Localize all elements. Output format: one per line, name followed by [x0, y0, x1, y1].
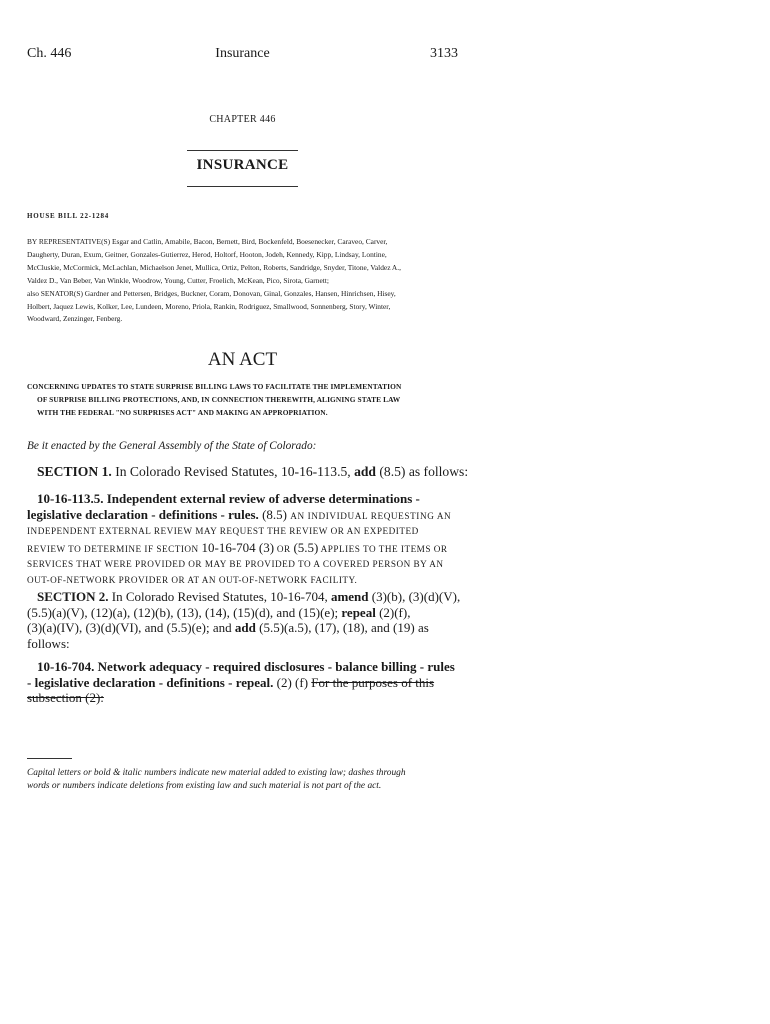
statute-2-heading: 10-16-704. Network adequacy - required disclosures - balance billing - rules — [37, 659, 455, 674]
chapter-title: CHAPTER 446 — [209, 114, 276, 125]
section-1-label: SECTION 1. — [37, 464, 112, 479]
sponsor-line: Daugherty, Duran, Exum, Geitner, Gonzales-Gutierrez, Herod, Holtorf, Hooton, Jodeh, Kennedy, Kipp, Lindsay, Lontine, — [27, 249, 387, 259]
page-number: 3133 — [430, 46, 458, 61]
statute-1-citation: (5.5) — [293, 539, 319, 555]
statute-1-citation: 10-16-704 (3) — [201, 539, 275, 555]
statute-1-new-text: OR — [274, 543, 294, 554]
concerning-clause — [27, 380, 459, 419]
statute-1-new-text-line: OUT-OF-NETWORK PROVIDER OR AT AN OUT-OF-NETWORK FACILITY. — [27, 574, 358, 585]
section-2-text: In Colorado Revised Statutes, 10-16-704, — [108, 589, 331, 604]
statute-1-heading: 10-16-113.5. Independent external review of adverse determinations - — [37, 491, 420, 506]
concerning-line: CONCERNING UPDATES TO STATE SURPRISE BILLING LAWS TO FACILITATE THE IMPLEMENTATION — [27, 382, 402, 391]
section-2-amend-word: amend — [330, 589, 369, 604]
statute-1-heading-cont: legislative declaration - definitions - rules. — [27, 506, 259, 522]
footnote — [27, 767, 459, 793]
statute-2-deleted-text: For the purposes of this — [311, 674, 435, 690]
concerning-line: OF SURPRISE BILLING PROTECTIONS, AND, IN CONNECTION THEREWITH, ALIGNING STATE LAW — [37, 395, 401, 404]
footnote-line: Capital letters or bold & italic numbers indicate new material added to existing law; dashes through — [27, 768, 406, 778]
act-heading: AN ACT — [207, 349, 278, 370]
section-2-text: (3)(a)(IV), (3)(d)(VI), and (5.5)(e); and — [27, 620, 235, 635]
statute-1-new-text: AN INDIVIDUAL REQUESTING AN — [290, 510, 452, 521]
footnote-line: words or numbers indicate deletions from existing law and such material is not part of the act. — [27, 781, 382, 791]
section-2-add-word: add — [234, 620, 256, 635]
footnote-rule — [27, 758, 72, 759]
statute-1-subsection: (8.5) — [258, 506, 291, 522]
sponsor-line: Holbert, Jaquez Lewis, Kolker, Lee, Lundeen, Moreno, Priola, Rankin, Rodriguez, Smallwood, Sonnenberg, Story, Winter, — [27, 301, 391, 311]
statute-1-new-text-line: INDEPENDENT EXTERNAL REVIEW MAY REQUEST THE REVIEW OR AN EXPEDITED — [27, 526, 419, 536]
section-1-text-end: (8.5) as follows: — [375, 464, 469, 479]
title-rule-top — [187, 150, 298, 151]
statute-2-subsection: (2) (f) — [273, 674, 312, 690]
title-rule-bottom — [187, 186, 298, 187]
sponsor-line: McCluskie, McCormick, McLachlan, Michaelson Jenet, Mullica, Ortiz, Pelton, Roberts, Sandridge, Snyder, Titone, Valdez A., — [27, 262, 401, 272]
section-2-text: follows: — [27, 635, 70, 651]
document-title: INSURANCE — [196, 157, 289, 173]
running-header-subject: Insurance — [215, 46, 270, 61]
statute-1-new-text: APPLIES TO THE ITEMS OR — [318, 543, 448, 554]
section-1 — [27, 464, 469, 480]
sponsor-line: BY REPRESENTATIVE(S) Esgar and Catlin, Amabile, Bacon, Bernett, Bird, Bockenfeld, Boesenecker, Caraveo, Carver, — [27, 237, 388, 246]
statute-10-16-704 — [27, 659, 458, 706]
statute-10-16-113-5 — [27, 491, 458, 588]
section-1-amend-word: add — [354, 464, 376, 479]
sponsor-line: Valdez D., Van Beber, Van Winkle, Woodrow, Young, Cutter, Froelich, McKean, Pico, Sirota, Garnett; — [27, 275, 329, 285]
section-2-text: (5.5)(a)(V), (12)(a), (12)(b), (13), (14), (15)(d), and (15)(e); — [27, 604, 342, 620]
section-2-text: (2)(f), — [375, 604, 411, 620]
section-2-label: SECTION 2. — [37, 589, 109, 604]
concerning-line: WITH THE FEDERAL "NO SURPRISES ACT" AND MAKING AN APPROPRIATION. — [37, 408, 328, 417]
section-2 — [27, 589, 461, 651]
statute-2-deleted-text: subsection (2): — [27, 690, 104, 705]
statute-1-new-text: REVIEW TO DETERMINE IF SECTION — [27, 543, 202, 554]
statute-2-heading-cont: - legislative declaration - definitions - repeal. — [27, 674, 274, 690]
section-2-repeal-word: repeal — [341, 604, 376, 620]
sponsor-line: Woodward, Zenzinger, Fenberg. — [27, 314, 123, 324]
section-2-text: (5.5)(a.5), (17), (18), and (19) as — [255, 620, 429, 635]
sponsors-block — [27, 236, 459, 326]
sponsor-line: also SENATOR(S) Gardner and Pettersen, Bridges, Buckner, Coram, Donovan, Ginal, Gonzales, Hansen, Hinrichsen, Hisey, — [27, 288, 396, 298]
section-2-text: (3)(b), (3)(d)(V), — [368, 589, 461, 604]
running-header-chapter: Ch. 446 — [27, 46, 72, 61]
statute-1-new-text-line: SERVICES THAT WERE PROVIDED OR MAY BE PROVIDED TO A COVERED PERSON BY AN — [27, 559, 444, 569]
section-1-text: In Colorado Revised Statutes, 10-16-113.5, — [111, 464, 355, 479]
enacting-clause: Be it enacted by the General Assembly of the State of Colorado: — [27, 440, 317, 452]
bill-number: HOUSE BILL 22-1284 — [27, 212, 110, 220]
